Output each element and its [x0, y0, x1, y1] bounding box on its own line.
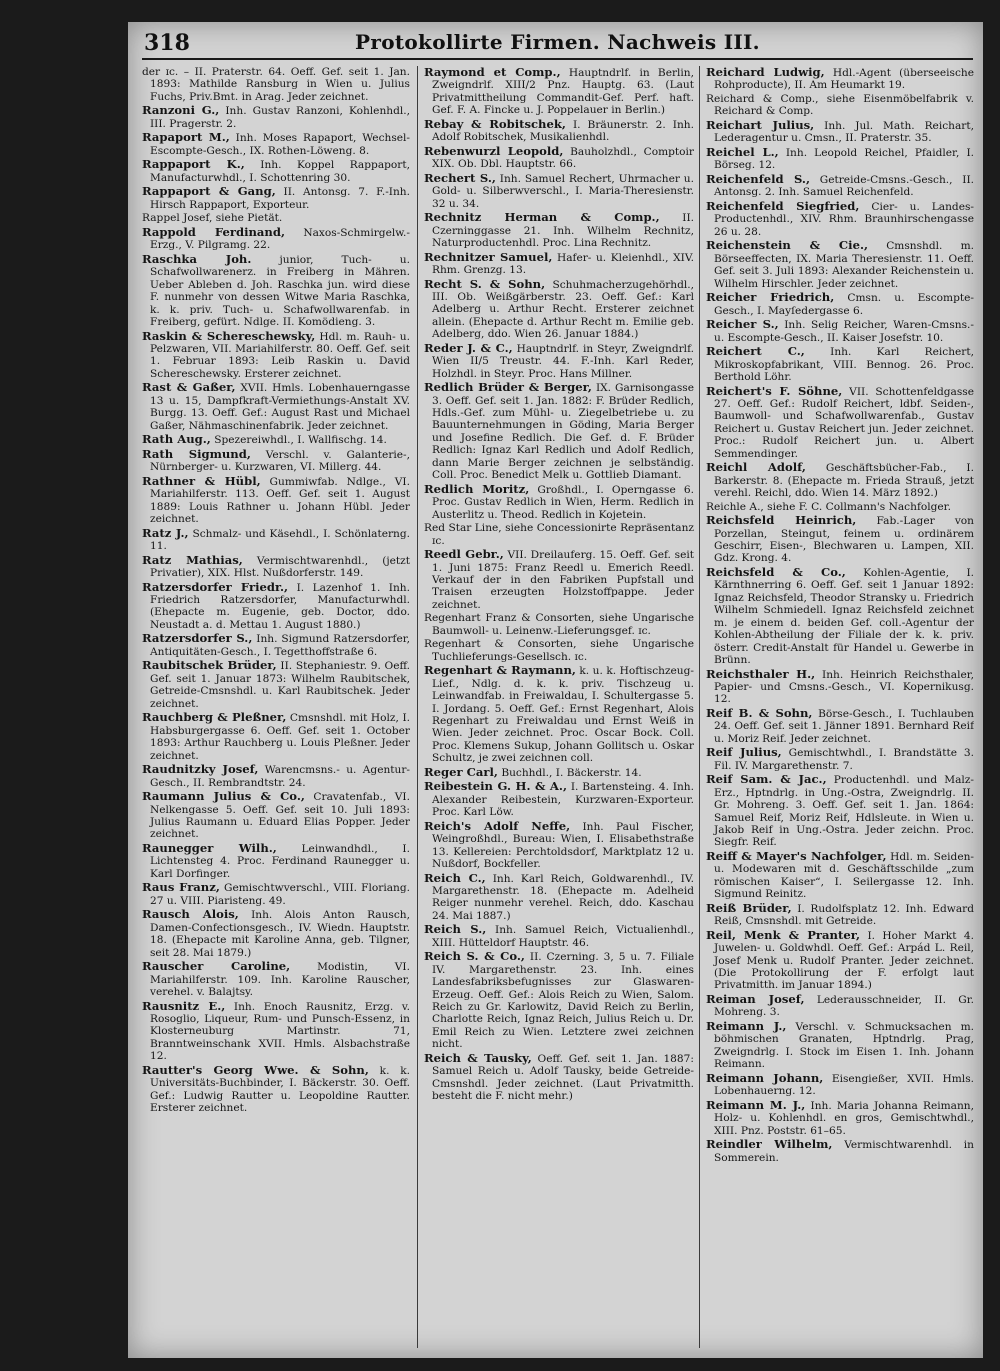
- firm-name: Reindler Wilhelm,: [706, 1137, 833, 1152]
- firm-entry: [142, 212, 410, 224]
- firm-name: Rebay & Robitschek,: [424, 116, 566, 131]
- firm-entry: [142, 185, 410, 211]
- firm-name: Reiß Brüder,: [706, 900, 792, 915]
- firm-details: Getreide-Cmsns.-Gesch., II. Antonsg. 2. Inh. Samuel Reichenfeld.: [714, 174, 974, 199]
- firm-entry: [424, 780, 694, 818]
- firm-details: Inh. Gustav Ranzoni, Kohlenhdl., III. Pragerstr. 2.: [150, 105, 410, 130]
- firm-details: II. Antonsg. 7. F.-Inh. Hirsch Rappaport, Exporteur.: [150, 186, 410, 211]
- firm-entry: [424, 1052, 694, 1103]
- firm-name: Reicher Friedrich,: [706, 290, 835, 305]
- firm-entry: [142, 448, 410, 474]
- firm-details: Hauptndrlf. in Berlin, Zweigndrlf. XIII/2 Pnz. Hauptg. 63. (Laut Privatmittheilung Commandit-Gef. Perf. haft. Gef. F. A. Fincke u. J. Poppelauer in Berlin.): [432, 67, 694, 117]
- firm-entry: [142, 527, 410, 553]
- firm-details: Naxos-Schmirgelw.-Erzg., V. Pilgramg. 22.: [150, 227, 410, 252]
- firm-details: Gummiwfab. Ndlge., VI. Mariahilferstr. 113. Oeff. Gef. seit 1. August 1889: Louis Rathner u. Johann Hübl. Jeder zeichnet.: [150, 475, 410, 526]
- firm-entry: [142, 842, 410, 880]
- firm-details: Hdl. m. Seiden- u. Modewaren mit d. Geschäftsschilde „zum römischen Kaiser“, I. Seilergasse 12. Inh. Sigmund Reinitz.: [714, 850, 974, 901]
- firm-name: Rathner & Hübl,: [142, 473, 261, 488]
- firm-name: Rappaport K.,: [142, 157, 245, 172]
- firm-entry: [142, 253, 410, 328]
- firm-name: Reif Julius,: [706, 745, 782, 760]
- firm-entry: [424, 483, 694, 521]
- firm-entry: [706, 993, 974, 1019]
- firm-details: Fab.-Lager von Porzellan, Steingut, feinem u. ordinärem Geschirr, Eisen-, Blechwaren u. Lampen, XII. Gdz. Krong. 4.: [714, 515, 974, 565]
- firm-details: Oeff. Gef. seit 1. Jan. 1887: Samuel Reich u. Adolf Tausky, beide Getreide-Cmsnshdl. Jeder zeichnet. (Laut Privatmitth. besteht die F. nicht mehr.): [432, 1052, 694, 1103]
- firm-name: Raskin & Schereschewsky,: [142, 328, 316, 343]
- firm-entry: [142, 659, 410, 710]
- column-2: [424, 66, 694, 1348]
- firm-entry: [424, 118, 694, 144]
- firm-entry: [706, 173, 974, 199]
- firm-entry: [142, 763, 410, 789]
- firm-name: Rappaport & Gang,: [142, 184, 276, 199]
- firm-details: Rappel Josef, siehe Pietät.: [142, 212, 283, 225]
- firm-details: Bauholzhdl., Comptoir XIX. Ob. Dbl. Hauptstr. 66.: [432, 145, 694, 171]
- firm-name: Rauscher Caroline,: [142, 959, 291, 974]
- column-3: [706, 66, 974, 1348]
- firm-name: Reimann J.,: [706, 1018, 787, 1033]
- firm-name: Recht S. & Sohn,: [424, 276, 546, 291]
- firm-details: I. Hoher Markt 4. Juwelen- u. Goldwhdl. Oeff. Gef.: Arpád L. Reil, Josef Menk u. Rudolf Pranter. Jeder zeichnet. (Die Protokollirung der F. erfolgt laut Privatmitth. im Januar 1894.): [714, 929, 974, 992]
- firm-details: Inh. Karl Reichert, Mikroskopfabrikant, VIII. Bennog. 26. Proc. Berthold Löhr.: [714, 346, 974, 384]
- page-number: 318: [144, 30, 190, 56]
- firm-entry: [142, 66, 410, 103]
- firm-details: I. Rudolfsplatz 12. Inh. Edward Reiß, Cmsnshdl. mit Getreide.: [714, 902, 974, 928]
- firm-name: Ratz Mathias,: [142, 552, 243, 567]
- firm-details: junior, Tuch- u. Schafwollwarenerz. in Freiberg in Mähren. Ueber Ableben d. Joh. Raschka jun. wird diese F. nunmehr von dessen Witwe Maria Raschka, k. k. priv. Tuch- u. Schafwollwarenfab. in Freiberg, gefürt. Ndlge. II. Komödieng. 3.: [150, 254, 410, 329]
- firm-details: Gemischtwhdl., I. Brandstätte 3. Fil. IV. Margarethenstr. 7.: [714, 747, 974, 772]
- firm-name: Reich S. & Co.,: [424, 949, 525, 964]
- firm-entry: [706, 773, 974, 848]
- firm-details: Buchhdl., I. Bäckerstr. 14.: [501, 766, 642, 779]
- firm-entry: [142, 330, 410, 381]
- firm-name: Reimann Johann,: [706, 1070, 824, 1085]
- firm-entry: [424, 612, 694, 637]
- firm-name: Redlich Moritz,: [424, 481, 530, 496]
- firm-entry: [424, 145, 694, 171]
- firm-name: Raunegger Wilh.,: [142, 840, 277, 855]
- firm-entry: [424, 66, 694, 117]
- firm-details: Geschäftsbücher-Fab., I. Barkerstr. 8. (Ehepacte m. Frieda Strauß, jetzt verehl. Reichl, ddo. Wien 14. März 1892.): [714, 462, 974, 500]
- firm-details: Gemischtwverschl., VIII. Floriang. 27 u. VIII. Piaristeng. 49.: [150, 882, 410, 907]
- firm-details: Productenhdl. und Malz-Erz., Hptndrlg. in Ung.-Ostra, Zweigndrlg. II. Gr. Mohreng. 3. Oeff. Gef. seit 1. Jan. 1864: Samuel Reif, Moriz Reif, Hdlsleute. in Wien u. Jakob Reif in Ung.-Ostra. Jeder zeichn. Proc. Siegfr. Reif.: [714, 774, 974, 849]
- firm-details: Inh. Koppel Rappaport, Manufacturwhdl., I. Schottenring 30.: [150, 159, 410, 184]
- firm-entry: [706, 239, 974, 290]
- firm-name: Ratzersdorfer S.,: [142, 631, 253, 646]
- firm-entry: [424, 766, 694, 779]
- firm-details: Regenhart Franz & Consorten, siehe Ungarische Baumwoll- u. Leinenw.-Lieferungsgef. ɪc.: [424, 612, 694, 637]
- firm-name: Reedl Gebr.,: [424, 547, 504, 562]
- firm-entry: [424, 872, 694, 923]
- firm-name: Reder J. & C.,: [424, 340, 513, 355]
- firm-name: Rast & Gaßer,: [142, 380, 236, 395]
- firm-entry: [706, 66, 974, 92]
- firm-details: Inh. Jul. Math. Reichart, Lederagentur u. Cmsn., II. Praterstr. 35.: [714, 120, 974, 145]
- firm-details: II. Czerning. 3, 5 u. 7. Filiale IV. Margarethenstr. 23. Inh. eines Landesfabriksbefugnisses zur Glaswaren-Erzeug. Oeff. Gef.: Alois Reich zu Wien, Salom. Reich zu Gr. Karlowitz, David Reich zu Berlin, Charlotte Reich, Ignaz Reich, Julius Reich u. Dr. Emil Reich zu Wien. Letztere zwei zeichnen nicht.: [432, 951, 694, 1051]
- firm-name: Reimann M. J.,: [706, 1097, 806, 1112]
- firm-details: Modistin, VI. Mariahilferstr. 109. Inh. Karoline Rauscher, verehel. v. Balajtsy.: [150, 961, 410, 998]
- firm-details: Leinwandhdl., I. Lichtensteg 4. Proc. Ferdinand Raunegger u. Karl Dorfinger.: [150, 842, 410, 880]
- firm-name: Rappold Ferdinand,: [142, 225, 285, 239]
- firm-details: Inh. Paul Fischer, Weingroßhdl., Bureau: Wien, I. Elisabethstraße 13. Kellereien: Perchtoldsdorf, Marktplatz 12 u. Nußdorf, Bockfeller.: [432, 820, 694, 870]
- firm-details: Inh. Maria Johanna Reimann, Holz- u. Kohlenhdl. en gros, Gemischtwhdl., XIII. Pnz. Poststr. 61–65.: [714, 1099, 974, 1137]
- firm-name: Reich C.,: [424, 870, 486, 885]
- firm-entry: [706, 850, 974, 901]
- firm-details: der ɪc. – II. Praterstr. 64. Oeff. Gef. seit 1. Jan. 1893: Mathilde Ransburg in Wien u. Julius Fuchs, Priv.Bmt. in Arag. Jeder zeichnet.: [142, 66, 410, 103]
- firm-details: Inh. Samuel Rechert, Uhrmacher u. Gold- u. Silberwverschl., I. Maria-Theresienstr. 32 u. 34.: [432, 172, 694, 210]
- firm-entry: [142, 960, 410, 998]
- firm-entry: [142, 711, 410, 762]
- firm-entry: [706, 501, 974, 513]
- firm-details: Inh. Samuel Reich, Victualienhdl., XIII. Hütteldorf Hauptstr. 46.: [432, 924, 694, 949]
- firm-entry: [706, 461, 974, 499]
- firm-entry: [142, 881, 410, 907]
- firm-entry: [142, 104, 410, 130]
- firm-details: Börse-Gesch., I. Tuchlauben 24. Oeff. Gef. seit 1. Jänner 1891. Bernhard Reif u. Moriz Reif. Jeder zeichnet.: [714, 707, 974, 745]
- firm-name: Rechert S.,: [424, 170, 496, 185]
- firm-details: Vermischtwarenhdl., (jetzt Privatier), XIX. Hlst. Nußdorferstr. 149.: [150, 554, 410, 580]
- firm-name: Reiff & Mayer's Nachfolger,: [706, 848, 887, 863]
- firm-entry: [706, 146, 974, 172]
- firm-entry: [424, 278, 694, 341]
- firm-details: Schuhmacherzugehörhdl., III. Ob. Weißgärberstr. 23. Oeff. Gef.: Karl Adelberg u. Arthur Recht. Ersterer zeichnet allein. (Ehepacte d. Arthur Recht m. Emilie geb. Adelberg, ddo. Wien 26. Januar 1884.): [432, 278, 694, 341]
- firm-name: Reiman Josef,: [706, 991, 805, 1006]
- firm-details: II. Czerninggasse 21. Inh. Wilhelm Rechnitz, Naturproductenhdl. Proc. Lina Rechnitz.: [432, 212, 694, 250]
- firm-entry: [142, 226, 410, 252]
- firm-name: Reichenfeld S.,: [706, 172, 811, 186]
- firm-name: Reichl Adolf,: [706, 460, 806, 475]
- firm-entry: [706, 385, 974, 460]
- firm-details: Reichle A., siehe F. C. Collmann's Nachfolger.: [706, 500, 951, 513]
- firm-details: XVII. Hmls. Lobenhauerngasse 13 u. 15, Dampfkraft-Vermiethungs-Anstalt XV. Burgg. 13. Oeff. Gef.: August Rast und Michael Gaßer, Nähmaschinenfabrik. Jeder zeichnet.: [150, 382, 410, 432]
- directory-page: [128, 22, 983, 1358]
- firm-details: VII. Schottenfeldgasse 27. Oeff. Gef.: Rudolf Reichert, ldbf. Seiden-, Baumwoll- und Schafwollwarenfab., Gustav Reichert u. Gustav Reichert jun. Jeder zeichnet. Proc.: Rudolf Reichert jun. u. Albert Semmendinger.: [714, 385, 974, 460]
- firm-entry: [706, 93, 974, 118]
- firm-name: Reger Carl,: [424, 764, 498, 779]
- firm-details: II. Stephaniestr. 9. Oeff. Gef. seit 1. Januar 1873: Wilhelm Raubitschek, Getreide-Cmsnshdl. u. Karl Raubitschek. Jeder zeichnet.: [150, 660, 410, 710]
- firm-name: Rath Sigmund,: [142, 446, 251, 461]
- firm-details: Vermischtwarenhdl. in Sommerein.: [714, 1139, 974, 1164]
- firm-name: Rausnitz E.,: [142, 998, 226, 1013]
- firm-entry: [142, 1064, 410, 1115]
- firm-entry: [706, 566, 974, 666]
- firm-entry: [142, 554, 410, 580]
- firm-details: Hdl.-Agent (überseeische Rohproducte), II. Am Heumarkt 19.: [714, 67, 974, 92]
- firm-name: Raumann Julius & Co.,: [142, 789, 305, 804]
- column-divider: [417, 66, 418, 1348]
- firm-entry: [142, 581, 410, 632]
- firm-entry: [706, 668, 974, 706]
- firm-details: VII. Dreilauferg. 15. Oeff. Gef. seit 1. Juni 1875: Franz Reedl u. Emerich Reedl. Verkauf der in den Fabriken Pupfstall und Traisen erzeugten Holzstoffpappe. Jeder zeichnet.: [432, 549, 694, 611]
- firm-name: Raschka Joh.: [142, 252, 252, 266]
- firm-name: Raudnitzky Josef,: [142, 762, 259, 777]
- page-title: Protokollirte Firmen. Nachweis III.: [355, 30, 760, 54]
- firm-name: Reichenstein & Cie.,: [706, 238, 869, 253]
- firm-entry: [142, 632, 410, 658]
- firm-details: Inh. Moses Rapaport, Wechsel-Escompte-Gesch., IX. Rothen-Löweng. 8.: [150, 132, 410, 157]
- firm-name: Reichart Julius,: [706, 118, 815, 132]
- column-1: [142, 66, 410, 1348]
- firm-entry: [142, 433, 410, 446]
- firm-entry: [142, 1000, 410, 1063]
- firm-details: Inh. Heinrich Reichsthaler, Papier- und Cmsns.-Gesch., VI. Kopernikusg. 12.: [714, 668, 974, 706]
- firm-entry: [424, 251, 694, 277]
- firm-entry: [424, 664, 694, 764]
- firm-entry: [706, 707, 974, 745]
- firm-details: Inh. Sigmund Ratzersdorfer, Antiquitäten-Gesch., I. Tegetthoffstraße 6.: [150, 633, 410, 658]
- firm-name: Rausch Alois,: [142, 907, 239, 922]
- column-divider: [699, 66, 700, 1348]
- firm-details: Inh. Karl Reich, Goldwarenhdl., IV. Margarethenstr. 18. (Ehepacte m. Adelheid Reiger nunmehr verehel. Reich, ddo. Kaschau 24. Mai 1887.): [432, 872, 694, 922]
- firm-name: Regenhart & Raymann,: [424, 663, 576, 678]
- firm-entry: [706, 345, 974, 383]
- firm-entry: [706, 318, 974, 344]
- firm-entry: [424, 950, 694, 1050]
- firm-entry: [424, 381, 694, 481]
- firm-details: Spezereiwhdl., I. Wallfischg. 14.: [214, 434, 387, 447]
- firm-details: Cmsnshdl. mit Holz, I. Habsburgergasse 6. Oeff. Gef. seit 1. October 1893: Arthur Rauchberg u. Louis Pleßner. Jeder zeichnet.: [150, 712, 410, 762]
- firm-entry: [706, 119, 974, 145]
- firm-details: Schmalz- und Käsehdl., I. Schönlaterng. 11.: [150, 527, 410, 553]
- firm-details: I. Bartensteing. 4. Inh. Alexander Reibestein, Kurzwaren-Exporteur. Proc. Karl Löw.: [432, 781, 694, 819]
- firm-entry: [706, 1020, 974, 1071]
- firm-name: Ratz J.,: [142, 525, 189, 540]
- firm-details: Hafer- u. Kleienhdl., XIV. Rhm. Grenzg. 13.: [432, 251, 694, 277]
- firm-name: Reichsfeld & Co.,: [706, 565, 846, 580]
- firm-details: Verschl. v. Schmucksachen m. böhmischen Granaten, Hptndrlg. Prag, Zweigndrlg. I. Stock im Eisen 1. Inh. Johann Reimann.: [714, 1020, 974, 1071]
- firm-entry: [706, 1099, 974, 1137]
- firm-entry: [142, 158, 410, 184]
- firm-entry: [424, 342, 694, 380]
- firm-name: Reil, Menk & Pranter,: [706, 927, 861, 942]
- firm-name: Reichel L.,: [706, 145, 779, 159]
- firm-name: Rautter's Georg Wwe. & Sohn,: [142, 1062, 369, 1077]
- firm-name: Reichsfeld Heinrich,: [706, 513, 857, 528]
- firm-name: Ratzersdorfer Friedr.,: [142, 579, 289, 594]
- firm-details: Reichard & Comp., siehe Eisenmöbelfabrik v. Reichard & Comp.: [706, 93, 974, 118]
- firm-details: Cmsnshdl. m. Börseeffecten, IX. Maria Theresienstr. 11. Oeff. Gef. seit 3. Juli 1893: Alexander Reichenstein u. Wilhelm Hirschler. Jeder zeichnet.: [714, 240, 974, 290]
- firm-name: Reich & Tausky,: [424, 1050, 532, 1065]
- firm-entry: [706, 1138, 974, 1164]
- firm-name: Reibestein G. H. & A.,: [424, 779, 567, 794]
- firm-details: Warencmsns.- u. Agentur-Gesch., II. Rembrandtstr. 24.: [150, 764, 410, 789]
- firm-entry: [424, 211, 694, 249]
- firm-details: Cravatenfab., VI. Nelkengasse 5. Oeff. Gef. seit 10. Juli 1893: Julius Raumann u. Eduard Elias Popper. Jeder zeichnet.: [150, 791, 410, 841]
- firm-name: Reicher S.,: [706, 317, 779, 332]
- firm-details: Cmsn. u. Escompte-Gesch., I. Mayſedergasse 6.: [714, 292, 974, 317]
- firm-entry: [706, 291, 974, 317]
- firm-entry: [706, 200, 974, 238]
- firm-entry: [142, 131, 410, 157]
- firm-entry: [142, 790, 410, 841]
- firm-entry: [706, 746, 974, 772]
- firm-name: Redlich Brüder & Berger,: [424, 380, 592, 395]
- firm-name: Raus Franz,: [142, 880, 220, 895]
- firm-name: Reif B. & Sohn,: [706, 705, 813, 720]
- firm-details: Inh. Selig Reicher, Waren-Cmsns.- u. Escompte-Gesch., II. Kaiser Josefstr. 10.: [714, 319, 974, 344]
- firm-details: Hdl. m. Rauh- u. Pelzwaren, VII. Mariahilferstr. 80. Oeff. Gef. seit 1. Februar 1893: Leib Raskin u. David Schereschewsky. Ersterer zeichnet.: [150, 330, 410, 380]
- firm-details: Großhdl., I. Operngasse 6. Proc. Gustav Redlich in Wien, Herm. Redlich in Austerlitz u. Theod. Redlich in Kojetein.: [432, 483, 694, 521]
- firm-entry: [424, 522, 694, 547]
- firm-details: Red Star Line, siehe Concessionirte Repräsentanz ɪc.: [424, 522, 694, 547]
- page-header: [142, 28, 973, 60]
- firm-entry: [706, 929, 974, 992]
- firm-details: Inh. Enoch Rausnitz, Erzg. v. Rosoglio, Liqueur, Rum- und Punsch-Essenz, in Klosterneuburg Martinstr. 71, Branntweinschank XVII. Hmls. Alsbachstraße 12.: [150, 1000, 410, 1063]
- firm-entry: [706, 1072, 974, 1098]
- firm-entry: [424, 820, 694, 871]
- firm-name: Reichard Ludwig,: [706, 66, 825, 79]
- firm-name: Reichsthaler H.,: [706, 666, 816, 681]
- firm-entry: [142, 475, 410, 526]
- firm-details: Regenhart & Consorten, siehe Ungarische Tuchlieferungs-Gesellsch. ɪc.: [424, 638, 694, 663]
- firm-name: Rath Aug.,: [142, 432, 211, 447]
- firm-details: Kohlen-Agentie, I. Kärnthnerring 6. Oeff. Gef. seit 1 Januar 1892: Ignaz Reichsfeld, Theodor Stransky u. Friedrich Wilhelm Schmiedell. Ignaz Reichsfeld zeichnet m. je einem d. beiden Gef. coll.-Agentur der Kohlen-Abtheilung der Filiale der k. k. priv. österr. Credit-Anstalt für Handel u. Gewerbe in Brünn.: [714, 567, 974, 666]
- firm-name: Rapaport M.,: [142, 130, 230, 145]
- firm-name: Rechnitzer Samuel,: [424, 249, 553, 264]
- firm-name: Reichert's F. Söhne,: [706, 383, 843, 398]
- firm-name: Reich's Adolf Neffe,: [424, 818, 571, 833]
- firm-details: I. Lazenhof 1. Inh. Friedrich Ratzersdorfer, Manufacturwhdl. (Ehepacte m. Eugenie, geb. Doctor, ddo. Neustadt a. d. Mettau 1. August 1880.): [150, 581, 410, 631]
- firm-name: Rebenwurzl Leopold,: [424, 143, 564, 158]
- firm-entry: [706, 902, 974, 928]
- firm-name: Reif Sam. & Jac.,: [706, 772, 827, 787]
- firm-details: Cier- u. Landes-Productenhdl., XIV. Rhm. Braunhirschengasse 26 u. 28.: [714, 201, 974, 238]
- firm-name: Reichenfeld Siegfried,: [706, 199, 860, 213]
- firm-entry: [424, 923, 694, 949]
- firm-entry: [424, 638, 694, 663]
- firm-name: Raubitschek Brüder,: [142, 658, 277, 673]
- firm-entry: [142, 908, 410, 959]
- firm-details: Hauptndrlf. in Steyr, Zweigndrlf. Wien II/5 Treustr. 44. F.-Inh. Karl Reder, Holzhdl. in Steyr. Proc. Hans Millner.: [432, 342, 694, 380]
- firm-details: k. u. k. Hoftischzeug-Lief., Ndlg. d. k. k. priv. Tischzeug u. Leinwandfab. in Freiwaldau, I. Schultergasse 5. I. Jordang. 5. Oeff. Gef.: Ernst Regenhart, Alois Regenhart zu Freiwaldau und Ernst Weiß in Wien. Jeder zeichnet. Proc. Oscar Bock. Coll. Proc. Klemens Sukup, Johann Gollitsch u. Oskar Schultz, je zwei zeichnen coll.: [432, 665, 694, 765]
- firm-name: Ranzoni G.,: [142, 103, 220, 118]
- firm-details: Eisengießer, XVII. Hmls. Lobenhauerng. 12.: [714, 1072, 974, 1098]
- firm-entry: [142, 381, 410, 432]
- firm-entry: [424, 548, 694, 611]
- firm-details: I. Bräunerstr. 2. Inh. Adolf Robitschek, Musikalienhdl.: [432, 118, 694, 144]
- firm-name: Rechnitz Herman & Comp.,: [424, 210, 660, 225]
- firm-details: IX. Garnisongasse 3. Oeff. Gef. seit 1. Jan. 1882: F. Brüder Redlich, Hdls.-Gef. zum Mühl- u. Ziegelbetriebe u. zu Bauunternehmungen in Göding, Maria Berger und Josefine Redlich. Die Gef. d. F. Brüder Redlich: Ignaz Karl Redlich und Adolf Redlich, dann Marie Berger zeichnen je selbständig. Coll. Proc. Benedict Melk u. Gottlieb Diamant.: [432, 382, 694, 482]
- firm-name: Raymond et Comp.,: [424, 66, 561, 79]
- firm-entry: [706, 514, 974, 565]
- firm-details: Inh. Leopold Reichel, Pfaidler, I. Börseg. 12.: [714, 147, 974, 172]
- firm-name: Reich S.,: [424, 922, 487, 937]
- firm-entry: [424, 172, 694, 210]
- firm-name: Rauchberg & Pleßner,: [142, 710, 287, 725]
- firm-details: Verschl. v. Galanterie-, Nürnberger- u. Kurzwaren, VI. Millerg. 44.: [150, 448, 410, 474]
- firm-details: Inh. Alois Anton Rausch, Damen-Confectionsgesch., IV. Wiedn. Hauptstr. 18. (Ehepacte mit Karoline Anna, geb. Tilgner, seit 28. Mai 1879.): [150, 909, 410, 959]
- firm-name: Reichert C.,: [706, 344, 805, 359]
- firm-details: Lederausschneider, II. Gr. Mohreng. 3.: [714, 993, 974, 1019]
- firm-details: k. k. Universitäts-Buchbinder, I. Bäckerstr. 30. Oeff. Gef.: Ludwig Rautter u. Leopoldine Rautter. Ersterer zeichnet.: [150, 1064, 410, 1114]
